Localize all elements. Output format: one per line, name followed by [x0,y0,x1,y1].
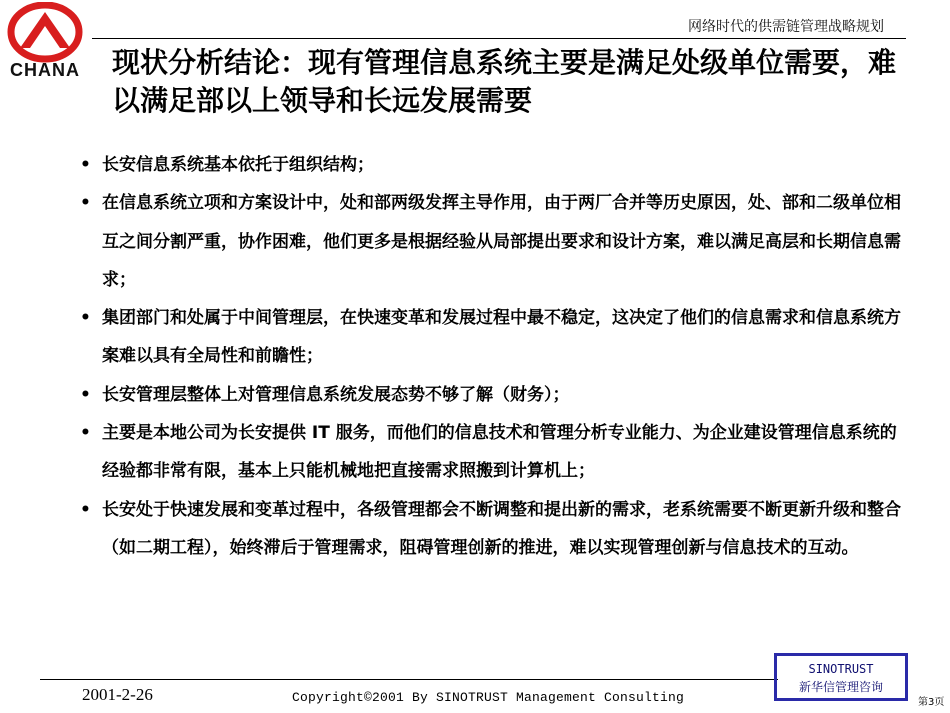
header-divider [92,38,906,39]
bullet-marker: • [80,308,91,329]
list-item [80,414,910,491]
bullet-marker: • [80,499,91,520]
bullet-text: 集团部门和处属于中间管理层，在快速变革和发展过程中最不稳定，这决定了他们的信息需求和信息系统方案难以具有全局性和前瞻性； [102,308,901,367]
footer-brand-cn: 新华信管理咨询 [798,680,883,694]
bullet-marker: • [80,423,91,444]
page-number: 第3页 [918,697,945,708]
bullet-text: 主要是本地公司为长安提供 IT 服务，而他们的信息技术和管理分析专业能力、为企业建设管理信息系统的经验都非常有限，基本上只能机械地把直接需求照搬到计算机上； [102,423,897,482]
bullet-text: 在信息系统立项和方案设计中，处和部两级发挥主导作用，由于两厂合并等历史原因，处、部和二级单位相互之间分割严重，协作困难，他们更多是根据经验从局部提出要求和设计方案，难以满足高层和长期信息需求； [102,193,901,290]
list-item [80,184,910,299]
bullet-marker: • [80,384,91,405]
list-item [80,491,910,568]
list-item [80,146,910,184]
bullet-marker: • [80,193,91,214]
chana-logo [4,2,86,80]
bullet-text: 长安处于快速发展和变革过程中，各级管理都会不断调整和提出新的需求，老系统需要不断更新升级和整合（如二期工程），始终滞后于管理需求，阻碍管理创新的推进，难以实现管理创新与信息技术的互动。 [102,499,901,558]
bullet-text: 长安管理层整体上对管理信息系统发展态势不够了解（财务）； [102,384,570,405]
bullet-marker: • [80,155,91,175]
list-item [80,376,910,414]
page-title: 现状分析结论：现有管理信息系统主要是满足处级单位需要，难以满足部以上领导和长远发展需要 [112,46,897,117]
sinotrust-logo-box [774,653,908,701]
logo-brand-text: CHANA [10,60,80,80]
list-item [80,299,910,376]
footer-copyright: Copyright©2001 By SINOTRUST Management Consulting [292,690,685,705]
bullet-text: 长安信息系统基本依托于组织结构； [102,155,374,175]
footer-date: 2001-2-26 [82,685,153,704]
bullet-list [80,146,910,567]
footer-brand-en: SINOTRUST [808,662,874,676]
footer-divider [40,679,778,680]
header-title: 网络时代的供需链管理战略规划 [688,19,884,35]
